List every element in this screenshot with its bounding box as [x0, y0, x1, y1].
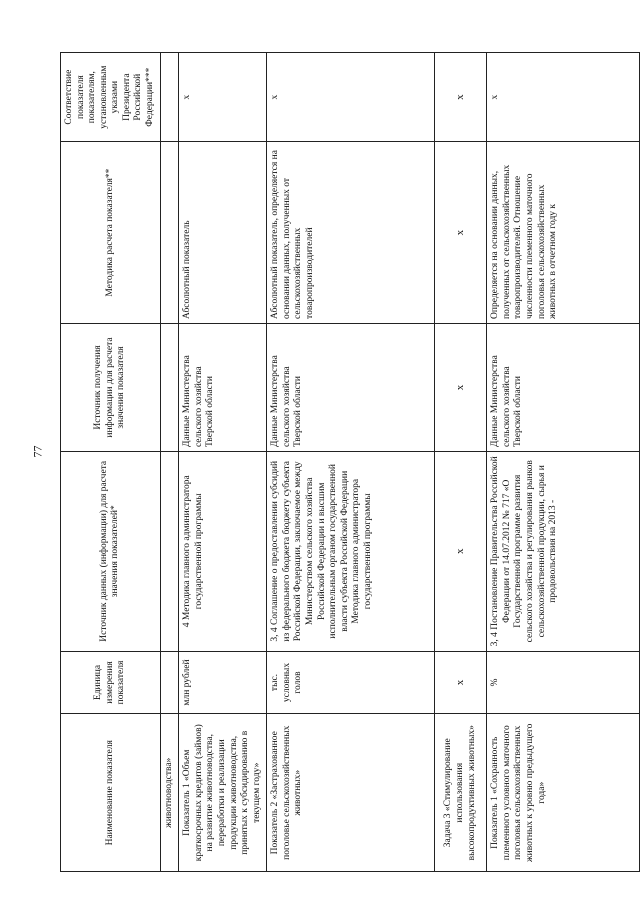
table-row	[179, 53, 267, 872]
cell-unit: млн рублей	[179, 651, 267, 714]
cell-source: 3, 4 Соглашение о предоставлении субсидий из федерального бюджета бюджету субъекта Российской Федерации, заключаемое между Министерством сельского хозяйства Российской Федерации и высшим исполнительным органом государственной власти субъекта Российской Федерации Методика главного администратора государственной программы	[267, 452, 435, 651]
header-data-source: Источник данных (информации) для расчета значения показателей*	[61, 452, 161, 651]
cell-source: x	[435, 452, 487, 651]
cell-unit: %	[487, 651, 640, 714]
cell-compliance: x	[487, 53, 640, 142]
cell-name: Показатель 1 «Сохранность племенного условного маточного поголовья сельскохозяйственных животных к уровню предыдущего года»	[487, 714, 640, 872]
header-unit: Единица измерения показателя	[61, 651, 161, 714]
table-row	[267, 53, 435, 872]
cell-method: Абсолютный показатель, определяется на основании данных, полученных от сельскохозяйственных товаропроизводителей	[267, 142, 435, 324]
cell-source: 3, 4 Постановление Правительства Российской Федерации от 14.07.2012 № 717 «О Государственной программе развития сельского хозяйства и регулирования рынков сельскохозяйственной продукции, сырья и продовольствия на 2013 -	[487, 452, 640, 651]
cell-compliance: x	[267, 53, 435, 142]
cell-method: Определяется на основании данных, полученных от сельскохозяйственных товаропроизводителей. Отношение численности племенного маточного поголовья сельскохозяйственных животных в отчетном году к	[487, 142, 640, 324]
cell-compliance	[160, 53, 179, 142]
cell-name: Показатель 2 «Застрахованное поголовье сельскохозяйственных животных»	[267, 714, 435, 872]
cell-compliance: x	[435, 53, 487, 142]
cell-method: x	[435, 142, 487, 324]
cell-origin: x	[435, 323, 487, 451]
table-header-row	[61, 53, 161, 872]
cell-method: Абсолютный показатель	[179, 142, 267, 324]
cell-unit: тыс. условных голов	[267, 651, 435, 714]
page-number: 77	[30, 445, 45, 458]
header-method: Методика расчета показателя**	[61, 142, 161, 324]
table-row	[435, 53, 487, 872]
indicators-table	[60, 52, 640, 872]
header-compliance: Соответствие показателя показателям, установленным указами Президента Российской Федерации***	[61, 53, 161, 142]
cell-source	[160, 452, 179, 651]
cell-method	[160, 142, 179, 324]
cell-name: животноводства»	[160, 714, 179, 872]
table-row	[160, 53, 179, 872]
cell-origin: Данные Министерства сельского хозяйства Тверской области	[267, 323, 435, 451]
table-row	[487, 53, 640, 872]
cell-compliance: x	[179, 53, 267, 142]
cell-origin: Данные Министерства сельского хозяйства Тверской области	[487, 323, 640, 451]
cell-unit: x	[435, 651, 487, 714]
header-indicator-name: Наименование показателя	[61, 714, 161, 872]
header-info-origin: Источник получения информации для расчета значения показателя	[61, 323, 161, 451]
cell-origin	[160, 323, 179, 451]
cell-origin: Данные Министерства сельского хозяйства Тверской области	[179, 323, 267, 451]
rotated-table-wrapper	[60, 52, 605, 872]
cell-source: 4 Методика главного администратора государственной программы	[179, 452, 267, 651]
cell-name: Задача 3 «Стимулирование использования высокопродуктивных животных»	[435, 714, 487, 872]
cell-unit	[160, 651, 179, 714]
cell-name: Показатель 1 «Объем краткосрочных кредитов (займов) на развитие животноводства, переработки и реализации продукции животноводства, принятых к субсидированию в текущем году»	[179, 714, 267, 872]
